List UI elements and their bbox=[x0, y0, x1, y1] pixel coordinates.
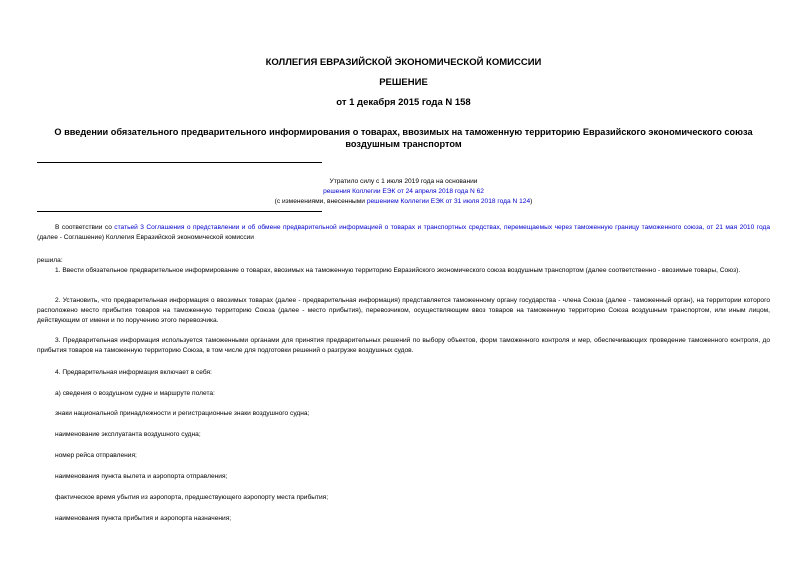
document-title: О введении обязательного предварительного информирования о товарах, ввозимых на таможенную территорию Евразийского экономического союза воздушным транспортом bbox=[54, 127, 753, 149]
agreement-article-link[interactable]: статьей 3 Соглашения о представлении и об обмене предварительной информацией о товарах и транспортных средствах, перемещаемых через таможенную границу таможенного союза, от 21 мая 2010 года bbox=[114, 224, 770, 231]
divider-bottom bbox=[37, 211, 322, 212]
paragraph-1: 1. Ввести обязательное предварительное информирование о товарах, ввозимых на таможенную территорию Евразийского экономического союза воздушным транспортом (далее соответственно - ввозимые товары, Союз). bbox=[55, 267, 741, 274]
paragraph-3: 3. Предварительная информация используется таможенными органами для принятия предварительных решений по выбору объектов, форм таможенного контроля и мер, обеспечивающих проведение таможенного контроля, до прибытия товаров на таможенную территорию Союза, в том числе для подготовки решений о разгрузке воздушных судов. bbox=[37, 337, 770, 354]
status-note-prefix: (с изменениями, внесенными bbox=[274, 198, 367, 205]
paragraph-4: 4. Предварительная информация включает в себя: bbox=[55, 369, 212, 376]
status-note-line3 bbox=[37, 196, 770, 207]
paragraph-2: 2. Установить, что предварительная информация о ввозимых товарах (далее - предварительная информация) представляется таможенному органу государства - члена Союза (далее - таможенный орган), на территории которого расположено место прибытия товаров на таможенную территорию Союза (далее - место прибытия), перевозчиком, осуществляющим ввоз товаров на таможенную территорию Союза воздушным транспортом, или иным лицом, действующим от имени и по поручению этого перевозчика. bbox=[37, 297, 770, 324]
issuing-authority: КОЛЛЕГИЯ ЕВРАЗИЙСКОЙ ЭКОНОМИЧЕСКОЙ КОМИССИИ bbox=[265, 57, 542, 68]
preamble-prefix: В соответствии со bbox=[55, 224, 115, 231]
decided-label: решила: bbox=[37, 257, 63, 264]
list-item: наименования пункта вылета и аэропорта отправления; bbox=[55, 473, 228, 480]
document-date-number: от 1 декабря 2015 года N 158 bbox=[336, 97, 471, 108]
status-note-suffix: ) bbox=[530, 198, 533, 205]
preamble-suffix: (далее - Соглашение) Коллегия Евразийской экономической комиссии bbox=[37, 233, 254, 241]
amending-decision-link[interactable]: решения Коллегии ЕЭК от 24 апреля 2018 года N 62 bbox=[323, 188, 484, 195]
divider-top bbox=[37, 162, 322, 163]
list-item: наименование эксплуатанта воздушного судна; bbox=[55, 431, 201, 438]
list-item: номер рейса отправления; bbox=[55, 452, 137, 459]
preamble bbox=[37, 223, 770, 243]
document-type: РЕШЕНИЕ bbox=[379, 77, 428, 88]
list-item: наименования пункта прибытия и аэропорта назначения; bbox=[55, 515, 232, 522]
list-item: фактическое время убытия из аэропорта, предшествующего аэропорту места прибытия; bbox=[55, 494, 329, 501]
list-item: а) сведения о воздушном судне и маршруте полета: bbox=[55, 390, 215, 397]
status-note-line1: Утратило силу с 1 июля 2019 года на основании bbox=[329, 178, 478, 185]
list-item: знаки национальной принадлежности и регистрационные знаки воздушного судна; bbox=[55, 410, 310, 417]
amendment-link[interactable]: решением Коллегии ЕЭК от 31 июля 2018 года N 124 bbox=[366, 198, 531, 205]
